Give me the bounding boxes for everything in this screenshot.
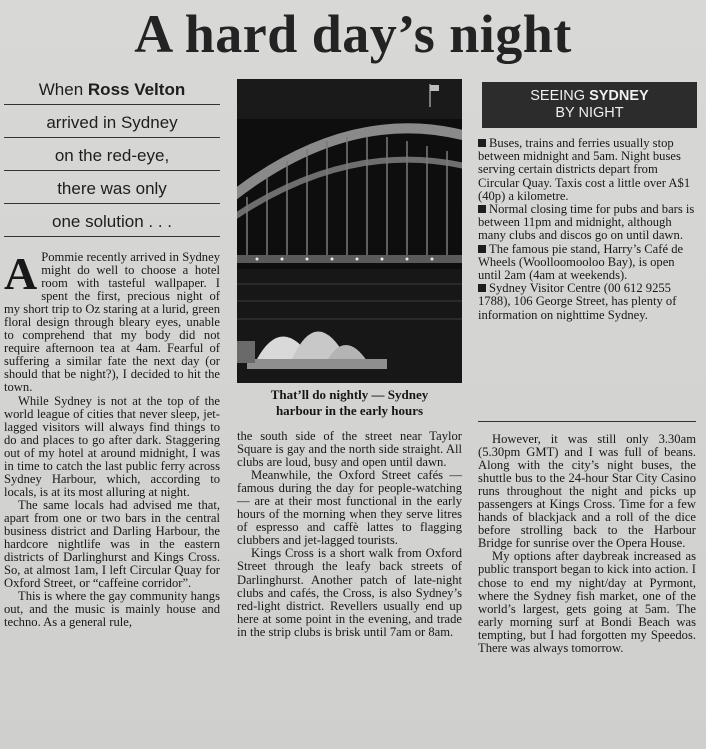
square-bullet-icon (478, 139, 486, 147)
standfirst-line-5: one solution . . . (4, 204, 220, 237)
article-column-3 (478, 433, 696, 655)
square-bullet-icon (478, 284, 486, 292)
sidebar-title-text: SEEING (530, 88, 590, 104)
caption-line-1: That’ll do nightly — Sydney (270, 387, 429, 402)
caption-line-2: harbour in the early hours (275, 403, 424, 418)
standfirst-line-3: on the red-eye, (4, 138, 220, 171)
standfirst-line-4: there was only (4, 171, 220, 204)
square-bullet-icon (478, 205, 486, 213)
sidebar-title-line-2: BY NIGHT (555, 105, 624, 121)
sidebar-item (478, 282, 696, 322)
standfirst-text: When (38, 80, 88, 99)
article-column-2 (237, 430, 462, 639)
sidebar-item-text: The famous pie stand, Harry’s Café de Wheels (Woolloomooloo Bay), is open until 2am (4am at weekends). (478, 241, 684, 283)
harbour-bridge-illustration (237, 79, 462, 383)
sidebar-title-bold: SYDNEY (589, 88, 649, 104)
standfirst-line-1 (4, 72, 220, 105)
article-paragraph: This is where the gay community hangs out, and the music is mainly house and techno. As a general rule, (4, 589, 220, 630)
sidebar-item-text: Normal closing time for pubs and bars is between 11pm and midnight, although many clubs and discos go on until dawn. (478, 202, 695, 243)
standfirst-line-2: arrived in Sydney (4, 105, 220, 138)
sidebar-item-text: Buses, trains and ferries usually stop between midnight and 5am. Night buses serving certain districts depart from Circular Quay. Taxis cost a little over A$1 (40p) a kilometre. (478, 136, 691, 203)
article-paragraph: the south side of the street near Taylor Square is gay and the north side straight. All clubs are loud, busy and open until dawn. (237, 429, 462, 470)
author-name: Ross Velton (87, 80, 186, 99)
sidebar-box (478, 137, 696, 322)
drop-cap: A (4, 248, 38, 299)
headline: A hard day’s night (134, 4, 572, 64)
paragraph-text: Pommie recently arrived in Sydney might do well to choose a hotel room with tasteful wallpaper. I spent the first, precious night of my short trip to Oz staring at a lurid, green floral design through bleary eyes, unable to comprehend that my body did not require afternoon tea at 4am. Fearful of suffering a similar fate the next day (or should that be night?), I decided to hit the town. (4, 250, 220, 395)
sidebar-title (482, 82, 697, 128)
article-paragraph: However, it was still only 3.30am (5.30pm GMT) and I was full of beans. Along with the city’s night buses, the shuttle bus to the 24-hour Star City Casino runs throughout the night and picks up passengers at Kings Cross. Time for a few hands of blackjack and a roll of the dice before strolling back to the Harbour Bridge for sunrise over the Opera House. (478, 432, 696, 551)
sidebar-item-text: Sydney Visitor Centre (00 612 9255 1788), 106 George Street, has plenty of information on nighttime Sydney. (478, 281, 677, 322)
article-paragraph: My options after daybreak increased as public transport began to kick into action. I chose to end my night/day at Pyrmont, where the Sydney fish market, one of the world’s largest, gets going at 5am. The early morning surf at Bondi Beach was tempting, but I had forgotten my Speedos. There was always tomorrow. (478, 549, 696, 655)
square-bullet-icon (478, 245, 486, 253)
article-paragraph: Kings Cross is a short walk from Oxford Street through the leafy back streets of Darlinghurst. Another patch of late-night clubs and cafés, the Cross, is also Sydney’s red-light district. Revellers usually end up here at some point in the evening, and trade in the strip clubs is brisk until 7am or 8am. (237, 546, 462, 639)
article-paragraph: The same locals had advised me that, apart from one or two bars in the central business district and Darling Harbour, the hardcore nightlife was in the eastern districts of Darlinghurst and Kings Cross. So, at almost 1am, I left Circular Quay for Oxford Street, or “caffeine corridor”. (4, 497, 220, 591)
article-paragraph: Meanwhile, the Oxford Street cafés — famous during the day for people-watching — are at their most functional in the early hours of the morning when they serve litres of espresso and caffè lattes to flagging clubbers and jet-lagged tourists. (237, 468, 462, 548)
sidebar-title-line-1 (482, 88, 697, 105)
harbour-bridge-photo (237, 79, 462, 383)
photo-caption (237, 387, 462, 419)
sidebar-item (478, 243, 696, 283)
sidebar-item (478, 203, 696, 243)
article-paragraph: While Sydney is not at the top of the world league of cities that never sleep, jet-lagged visitors will always find things to do and places to go after dark. Staggering out of my hotel at around midnight, I was in time to catch the last public ferry across Sydney Harbour, which, according to locals, is at its most alluring at night. (4, 393, 220, 499)
sidebar-item (478, 137, 696, 203)
article-column-1 (4, 248, 220, 630)
standfirst (4, 72, 220, 237)
sidebar-divider (478, 421, 696, 422)
article-paragraph (4, 248, 220, 395)
